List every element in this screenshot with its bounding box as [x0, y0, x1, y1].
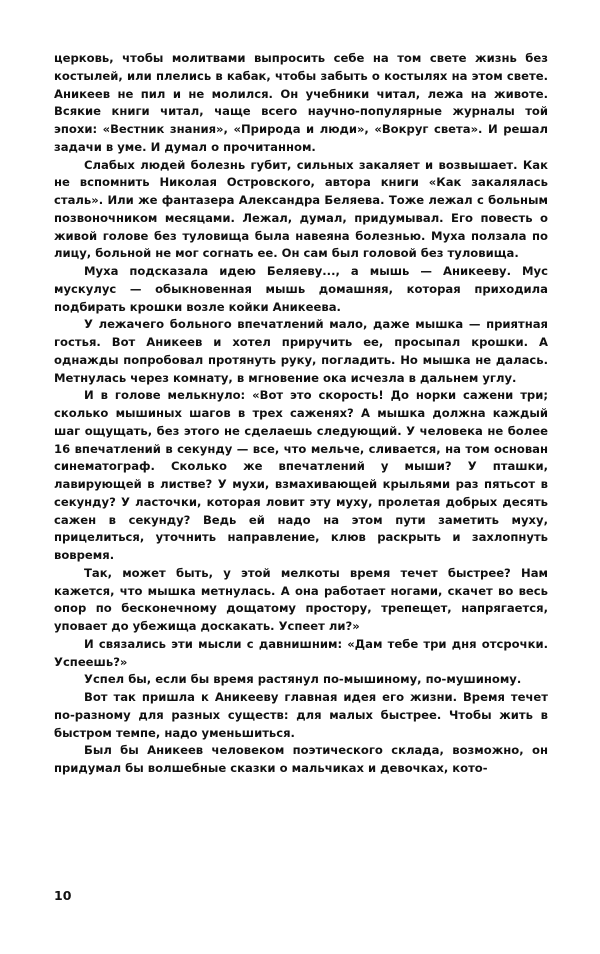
paragraph-2: Слабых людей болезнь губит, сильных закаляет и возвышает. Как не вспомнить Николая Островского, автора книги «Как закалялась сталь». Или же фантазера Александра Беляева. Тоже лежал с больным позвоночником месяцами. Лежал, думал, придумывал. Его повесть о живой голове без туловища была навеяна болезнью. Муха ползала по лицу, больной не мог согнать ее. Он сам был головой без туловища.: [54, 157, 548, 261]
paragraph-7: И связались эти мысли с давнишним: «Дам тебе три дня отсрочки. Успеешь?»: [54, 636, 548, 669]
page-text: [54, 50, 548, 778]
paragraph-5: И в голове мелькнуло: «Вот это скорость! До норки сажени три; сколько мышиных шагов в трех саженях? А мышка должна каждый шаг ощущать, без этого не сделаешь следующий. У человека не более 16 впечатлений в секунду — все, что мельче, сливается, на том основан синематограф. Сколько же впечатлений у мыши? У пташки, лавирующей в листве? У мухи, взмахивающей крыльями раз пятьсот в секунду? У ласточки, которая ловит эту муху, пролетая добрых десять сажен в секунду? Ведь ей надо на этом пути заметить муху, прицелиться, уточнить направление, клюв раскрыть и захлопнуть вовремя.: [54, 388, 548, 562]
paragraph-8: Успел бы, если бы время растянул по-мышиному, по-мушиному.: [84, 672, 522, 687]
paragraph-4: У лежачего больного впечатлений мало, даже мышка — приятная гостья. Вот Аникеев и хотел приручить ее, просыпал крошки. А однажды попробовал протянуть руку, погладить. Но мышка не далась. Метнулась через комнату, в мгновение ока исчезла в дальнем углу.: [54, 317, 548, 385]
paragraph-6: Так, может быть, у этой мелкоты время течет быстрее? Нам кажется, что мышка метнулась. А она работает ногами, скачет во весь опор по бесконечному дощатому простору, трепещет, напрягается, уповает до убежища доскакать. Успеет ли?»: [54, 565, 548, 633]
paragraph-9: Вот так пришла к Аникееву главная идея его жизни. Время течет по-разному для разных существ: для малых быстрее. Чтобы жить в быстром темпе, надо уменьшиться.: [54, 690, 548, 740]
paragraph-3: Муха подсказала идею Беляеву..., а мышь — Аникееву. Мус мускулус — обыкновенная мышь домашняя, которая приходила подбирать крошки возле койки Аникеева.: [54, 264, 548, 314]
page-number: 10: [54, 888, 72, 903]
paragraph-1: церковь, чтобы молитвами выпросить себе на том свете жизнь без костылей, или плелись в кабак, чтобы забыть о костылях на этом свете. Аникеев не пил и не молился. Он учебники читал, лежа на животе. Всякие книги читал, чаще всего научно-популярные журналы той эпохи: «Вестник знания», «Природа и люди», «Вокруг света». И решал задачи в уме. И думал о прочитанном.: [54, 51, 548, 154]
paragraph-10: Был бы Аникеев человеком поэтического склада, возможно, он придумал бы волшебные сказки о мальчиках и девочках, кото-: [54, 743, 548, 775]
